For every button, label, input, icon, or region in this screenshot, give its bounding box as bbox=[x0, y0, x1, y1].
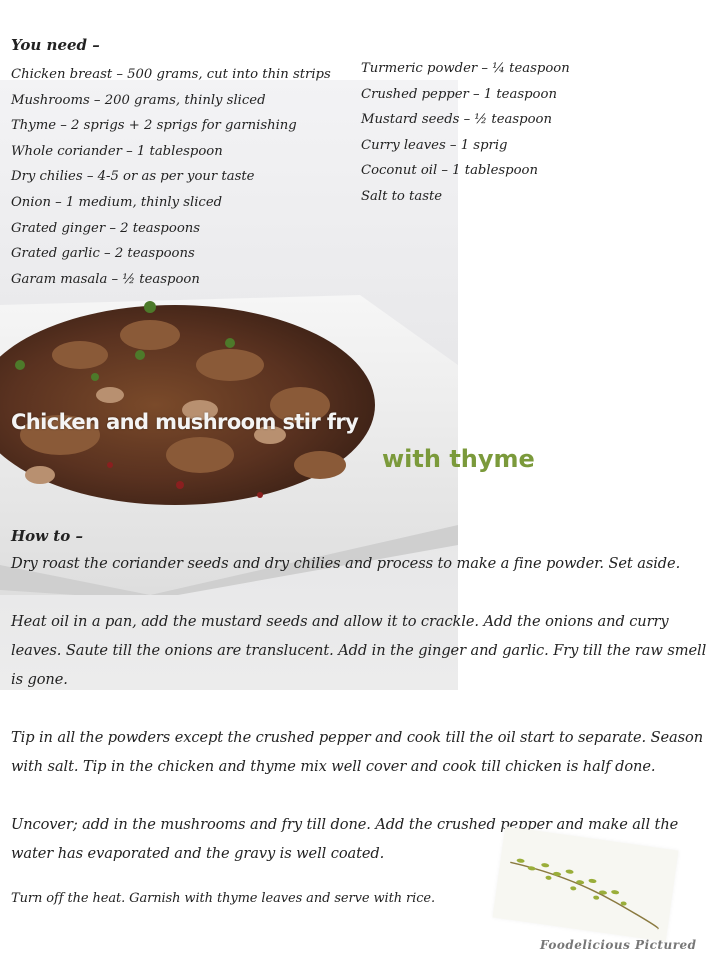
method-step: Turn off the heat. Garnish with thyme leaves and serve with rice. bbox=[11, 891, 435, 906]
ingredient-item: Grated garlic – 2 teaspoons bbox=[11, 246, 195, 262]
ingredient-item: Grated ginger – 2 teaspoons bbox=[11, 220, 201, 236]
ingredients-right-column bbox=[361, 56, 701, 210]
recipe-title: Chicken and mushroom stir fry bbox=[11, 410, 359, 434]
method-step: Uncover; add in the mushrooms and fry till done. Add the crushed pepper and make all the water has evaporated and the gravy is well coated. bbox=[11, 816, 679, 862]
ingredient-item: Mushrooms – 200 grams, thinly sliced bbox=[11, 92, 266, 108]
ingredient-item: Onion – 1 medium, thinly sliced bbox=[11, 194, 223, 210]
ingredient-item: Curry leaves – 1 sprig bbox=[361, 137, 508, 153]
ingredients-left-column bbox=[11, 36, 351, 292]
ingredient-item: Mustard seeds – ½ teaspoon bbox=[361, 112, 552, 128]
ingredients-heading: You need – bbox=[11, 36, 100, 54]
ingredient-item: Whole coriander – 1 tablespoon bbox=[11, 143, 223, 159]
ingredient-item: Garam masala – ½ teaspoon bbox=[11, 271, 200, 287]
ingredient-item: Salt to taste bbox=[361, 188, 443, 204]
method-step: Heat oil in a pan, add the mustard seeds and allow it to crackle. Add the onions and curry leaves. Saute till the onions are translucent. Add in the ginger and garlic. Fry till the raw smell is gone. bbox=[11, 613, 707, 688]
ingredient-item: Dry chilies – 4-5 or as per your taste bbox=[11, 169, 255, 185]
ingredient-item: Thyme – 2 sprigs + 2 sprigs for garnishing bbox=[11, 118, 297, 134]
ingredient-item: Crushed pepper – 1 teaspoon bbox=[361, 86, 557, 102]
recipe-subtitle: with thyme bbox=[382, 445, 535, 473]
method-step: Dry roast the coriander seeds and dry chilies and process to make a fine powder. Set aside. bbox=[11, 555, 681, 572]
ingredient-item: Turmeric powder – ¼ teaspoon bbox=[361, 61, 570, 76]
ingredient-item: Chicken breast – 500 grams, cut into thin strips bbox=[11, 67, 331, 82]
method-step: Tip in all the powders except the crushed pepper and cook till the oil start to separate. Season with salt. Tip in the chicken and thyme mix well cover and cook till chicken is half done. bbox=[11, 729, 704, 775]
signature: Foodelicious Pictured bbox=[540, 938, 697, 952]
method-heading: How to – bbox=[11, 527, 83, 545]
ingredient-item: Coconut oil – 1 tablespoon bbox=[361, 163, 538, 179]
